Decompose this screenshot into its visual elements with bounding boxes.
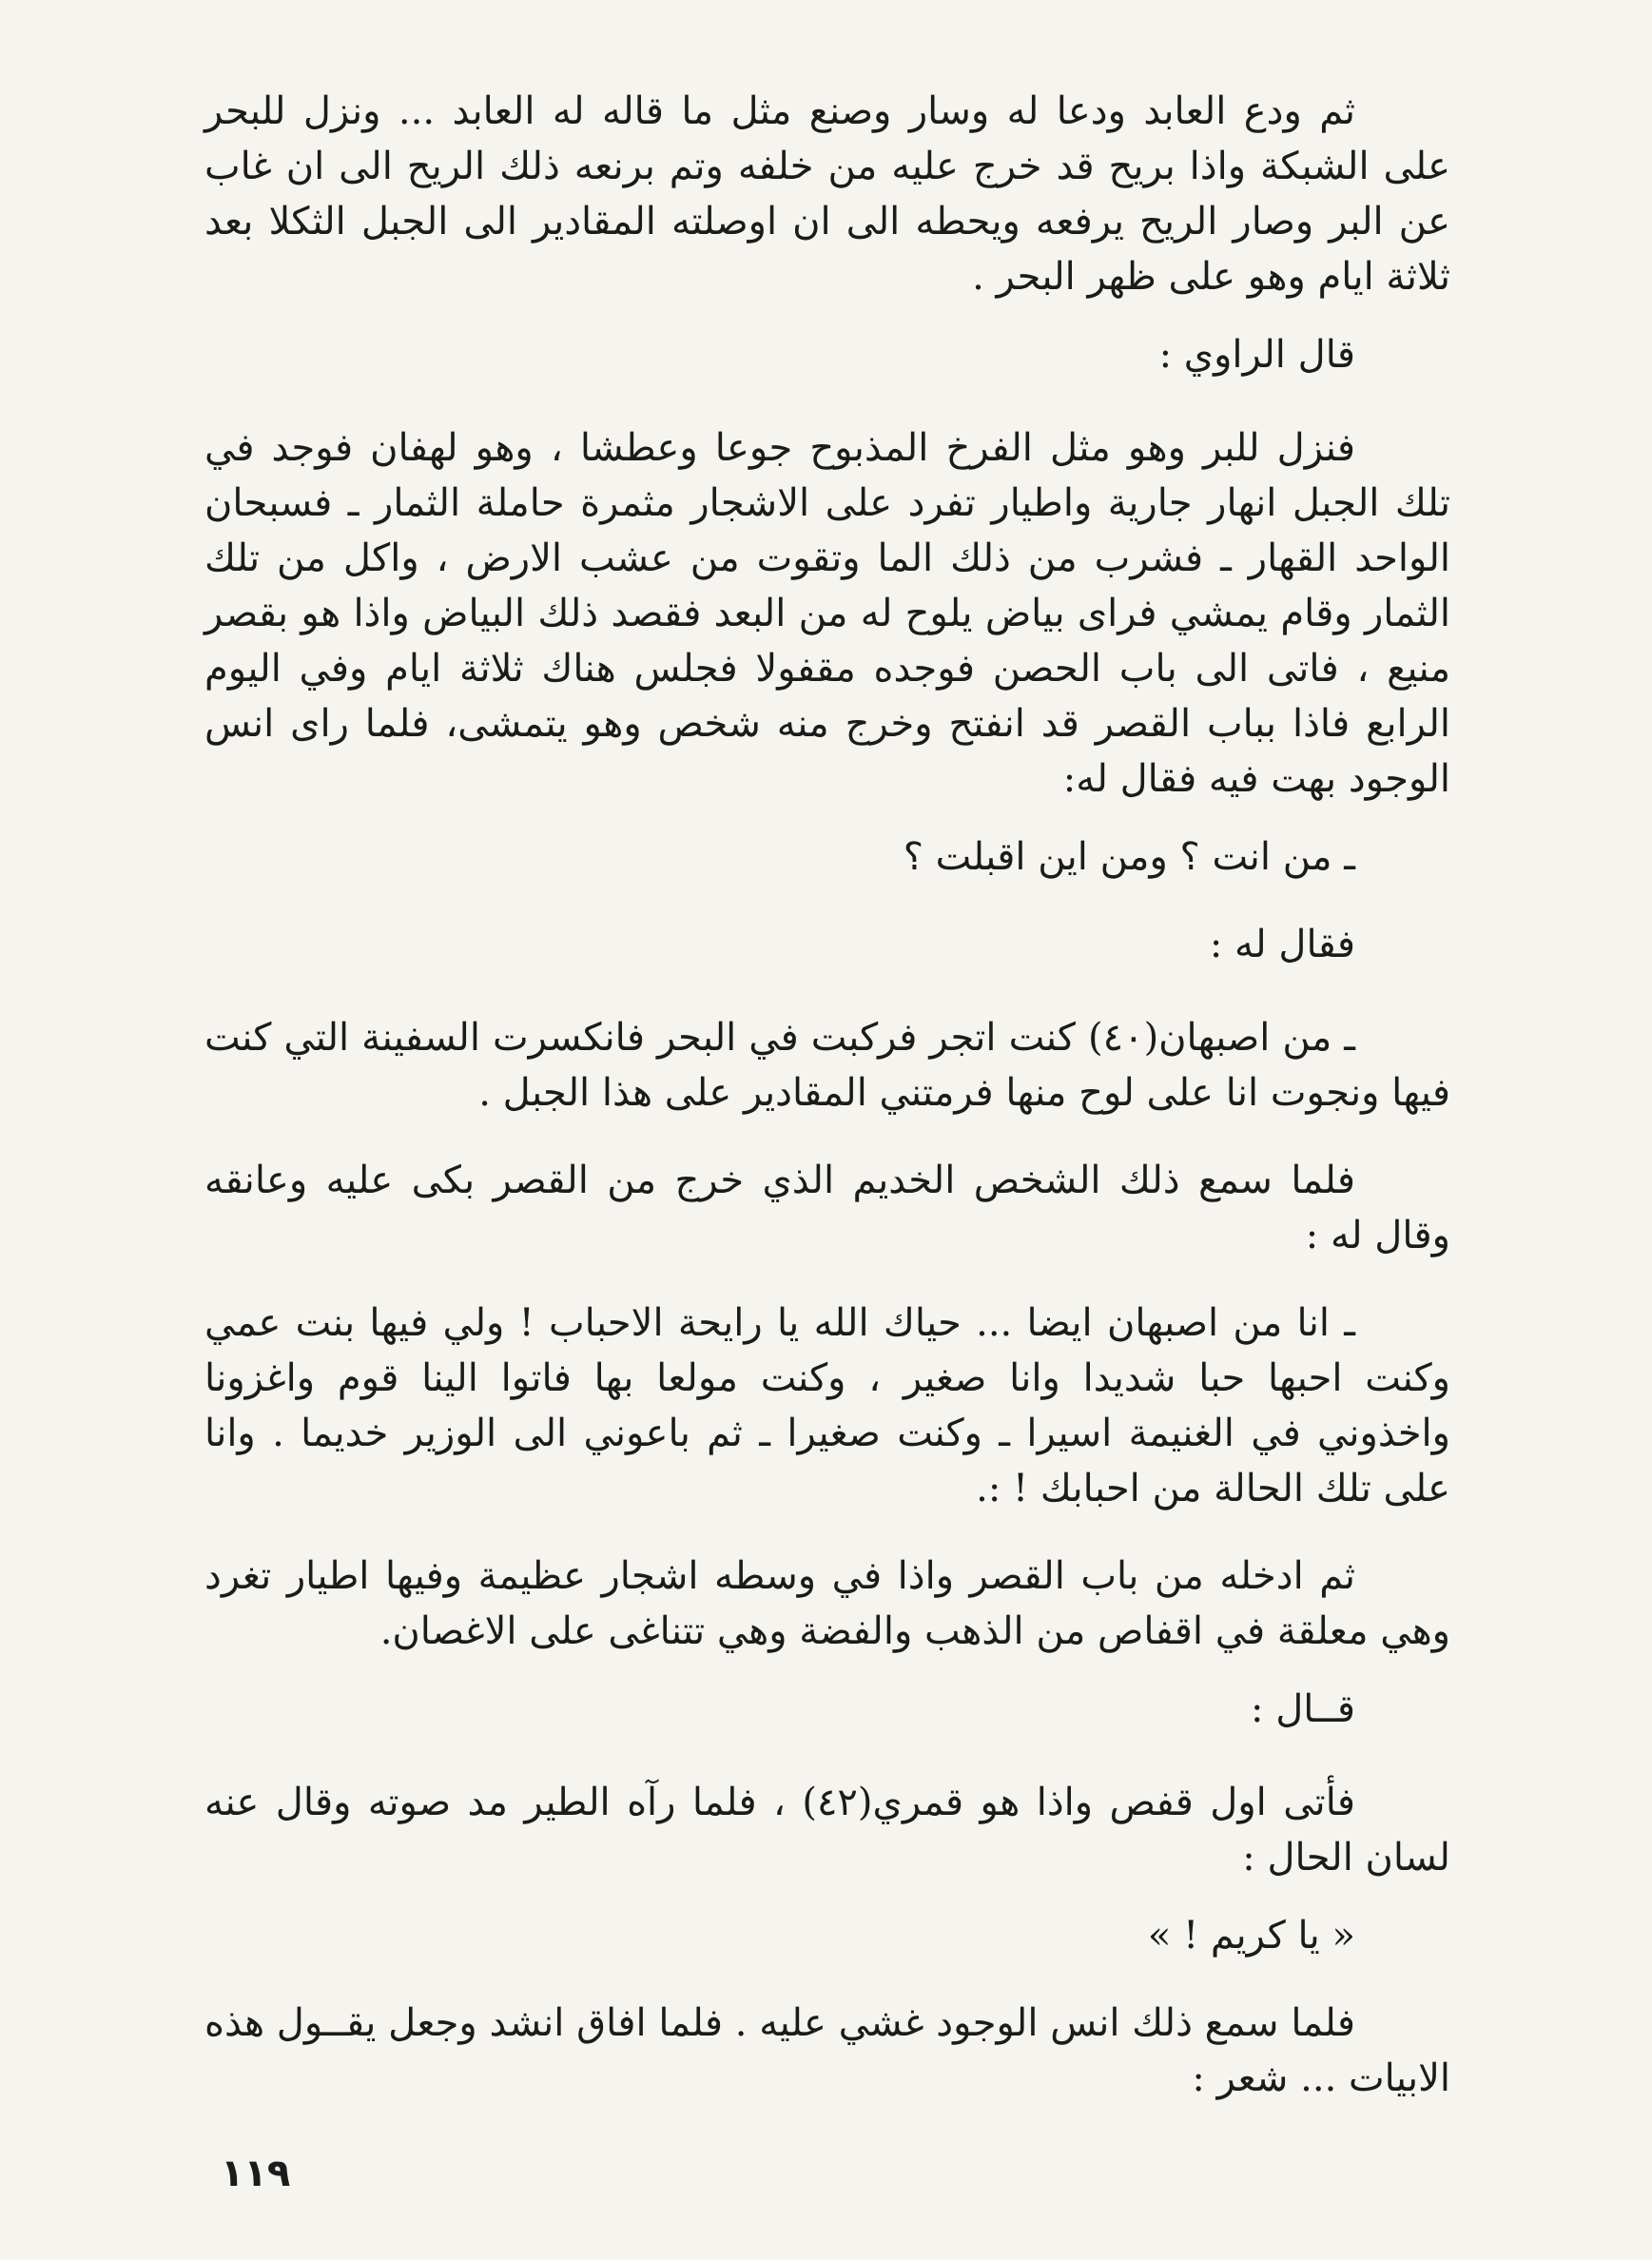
dialogue-question: ـ من انت ؟ ومن اين اقبلت ؟: [903, 835, 1355, 879]
paragraph-5: ـ انا من اصبهان ايضا ... حياك الله يا رايحة الاحباب ! ولي فيها بنت عمي وكنت احبها حبا شديدا وانا صغير ، وكنت مولعا بها فاتوا الينا قوم واغزونا واخذوني في الغنيمة اسيرا ـ وكنت صغيرا ـ ثم باعوني الى الوزير خديما . وانا على تلك الحالة من احبابك ! :.: [204, 1301, 1450, 1510]
paragraph-2: فنزل للبر وهو مثل الفرخ المذبوح جوعا وعطشا ، وهو لهفان فوجد في تلك الجبل انهار جارية واطيار تفرد على الاشجار مثمرة حاملة الثمار ـ فسبحان الواحد القهار ـ فشرب من ذلك الما وتقوت من عشب الارض ، واكل من تلك الثمار وقام يمشي فراى بياض يلوح له من البعد فقصد ذلك البياض واذا هو بقصر منيع ، فاتى الى باب الحصن فوجده مقفولا فجلس هناك ثلاثة ايام وفي اليوم الرابع فاذا بباب القصر قد انفتح وخرج منه شخص وهو يتمشى، فلما راى انس الوجود بهت فيه فقال له:: [204, 426, 1450, 801]
bird-quote: « يا كريم ! »: [1147, 1914, 1355, 1958]
page-number: ١١٩: [221, 2152, 291, 2195]
said-heading: قــال :: [1251, 1687, 1355, 1731]
page-body: [204, 84, 1450, 2129]
paragraph-4: فلما سمع ذلك الشخص الخديم الذي خرج من القصر بكى عليه وعانقه وقال له :: [204, 1159, 1450, 1257]
paragraph-6: ثم ادخله من باب القصر واذا في وسطه اشجار عظيمة وفيها اطيار تغرد وهي معلقة في اقفاص من الذهب والفضة وهي تتناغى على الاغصان.: [204, 1554, 1450, 1653]
paragraph-7: فأتى اول قفص واذا هو قمري(٤٢) ، فلما رآه الطير مد صوته وقال عنه لسان الحال :: [204, 1781, 1450, 1880]
paragraph-1: ثم ودع العابد ودعا له وسار وصنع مثل ما قاله له العابد ... ونزل للبحر على الشبكة واذا بريح قد خرج عليه من خلفه وتم برنعه ذلك الريح الى ان غاب عن البر وصار الريح يرفعه ويحطه الى ان اوصلته المقادير الى الجبل الثكلا بعد ثلاثة ايام وهو على ظهر البحر .: [204, 89, 1450, 299]
reply-heading: فقال له :: [1209, 923, 1355, 966]
narrator-heading: قال الراوي :: [1158, 333, 1355, 377]
paragraph-8: فلما سمع ذلك انس الوجود غشي عليه . فلما افاق انشد وجعل يقــول هذه الابيات ... شعر :: [204, 2001, 1450, 2100]
paragraph-3: ـ من اصبهان(٤٠) كنت اتجر فركبت في البحر فانكسرت السفينة التي كنت فيها ونجوت انا على لوح منها فرمتني المقادير على هذا الجبل .: [204, 1016, 1450, 1115]
